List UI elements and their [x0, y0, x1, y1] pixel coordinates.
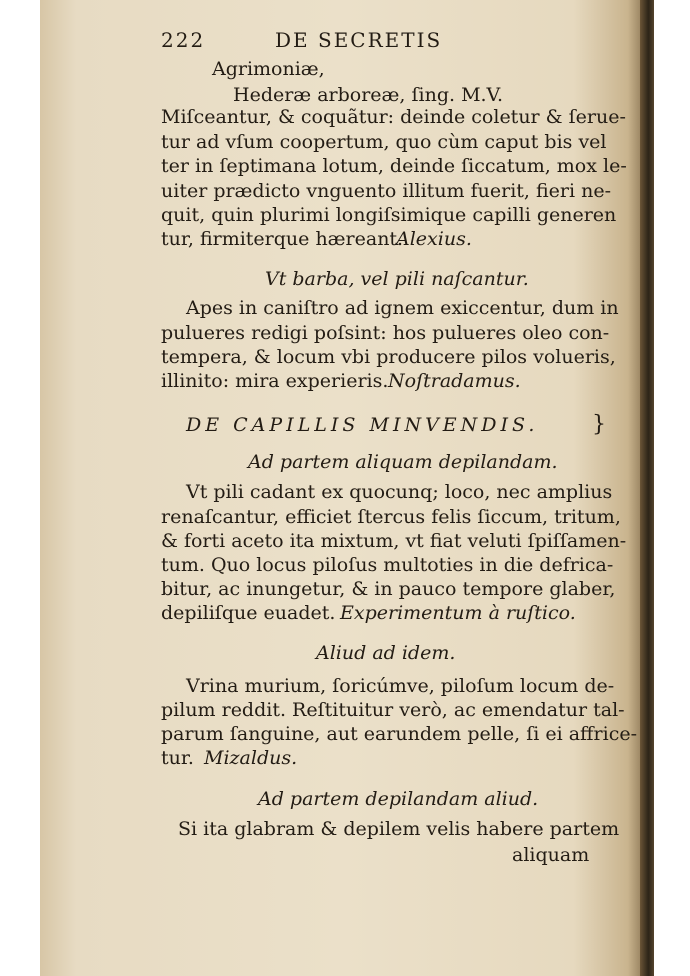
text-line: Miſceantur, & coquãtur: deinde coletur & ſerue-	[161, 106, 626, 128]
text-line: & forti aceto ita mixtum, vt fiat veluti ſpiſſamen-	[161, 530, 627, 552]
text-line: Vrina murium, ſoricúmve, piloſum locum de-	[186, 675, 615, 697]
source-citation: Experimentum à ruſtico.	[340, 602, 576, 624]
section-title: DE CAPILLIS MINVENDIS.	[186, 414, 539, 436]
text-line: renaſcantur, efficiet ſtercus felis ſiccum, tritum,	[161, 506, 621, 528]
text-line: bitur, ac inungetur, & in pauco tempore glaber,	[161, 578, 616, 600]
catchword: aliquam	[512, 844, 590, 866]
text-line: tempera, & locum vbi producere pilos volueris,	[161, 346, 616, 368]
source-citation: Mizaldus.	[204, 747, 298, 769]
text-line: Vt pili cadant ex quocunq; loco, nec amplius	[186, 481, 613, 503]
recipe-heading: Ad partem aliquam depilandam.	[248, 451, 558, 473]
text-line: pulueres redigi poſsint: hos pulueres oleo con-	[161, 322, 610, 344]
text-line: tur, firmiterque hæreant.	[161, 228, 404, 250]
text-line: pilum reddit. Reſtituitur verò, ac emendatur tal-	[161, 699, 625, 721]
running-title: DE SECRETIS	[275, 28, 443, 52]
text-line: ter in ſeptimana lotum, deinde ſiccatum, mox le-	[161, 155, 627, 177]
text-line: tum. Quo locus piloſus multoties in die defrica-	[161, 554, 614, 576]
section-bracket: }	[592, 412, 606, 437]
book-spine	[640, 0, 654, 976]
text-line: depiliſque euadet.	[161, 602, 336, 624]
text-line: uiter prædicto vnguento illitum fuerit, fieri ne-	[161, 180, 612, 202]
source-citation: Noſtradamus.	[388, 370, 521, 392]
recipe-heading: Vt barba, vel pili naſcantur.	[265, 268, 529, 290]
recipe-heading: Ad partem depilandam aliud.	[258, 788, 539, 810]
text-line: tur.	[161, 747, 194, 769]
text-line: parum ſanguine, aut earundem pelle, ſi ei affricе-	[161, 723, 638, 745]
page-number: 222	[161, 28, 206, 52]
background-edge	[654, 0, 690, 976]
text-line: Si ita glabram & depilem velis habere partem	[178, 818, 620, 840]
text-line: illinito: mira experieris.	[161, 370, 389, 392]
text-line: Apes in caniſtro ad ignem exiccentur, dum in	[186, 297, 619, 319]
text-line: Hederæ arboreæ, ſing. M.V.	[233, 84, 503, 106]
text-line: Agrimoniæ,	[212, 58, 325, 80]
source-citation: Alexius.	[396, 228, 472, 250]
text-line: quit, quin plurimi longiſsimique capilli generen	[161, 204, 617, 226]
recipe-heading: Aliud ad idem.	[316, 642, 456, 664]
text-line: tur ad vſum coopertum, quo cùm caput bis vel	[161, 131, 607, 153]
